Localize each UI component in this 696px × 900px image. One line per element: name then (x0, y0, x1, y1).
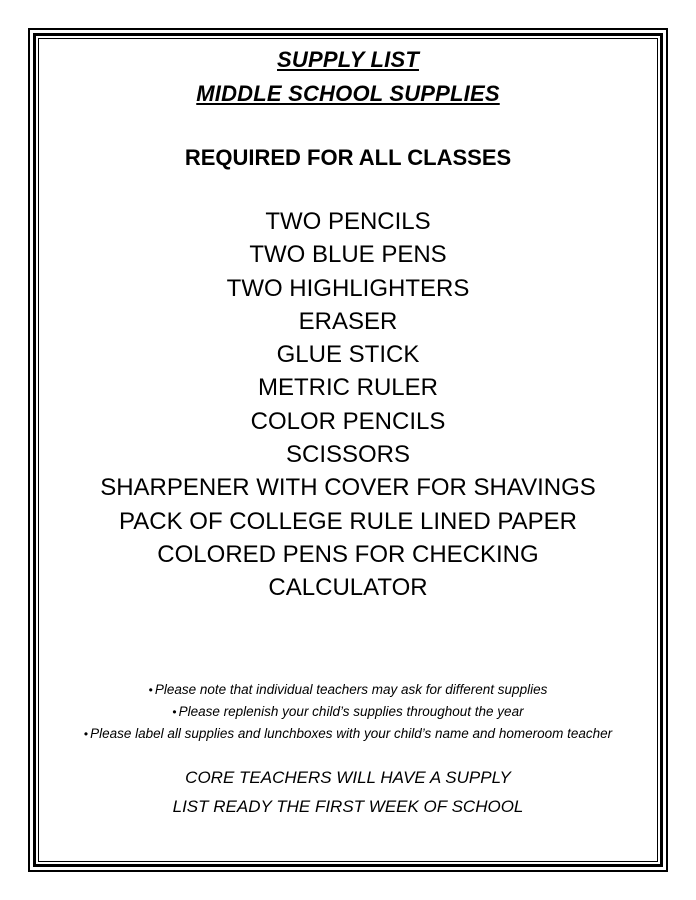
supply-item: SHARPENER WITH COVER FOR SHAVINGS (100, 474, 596, 502)
note-text: Please label all supplies and lunchboxes with your child’s name and homeroom teacher (90, 725, 613, 741)
notes-list (40, 679, 656, 745)
closing-line: CORE TEACHERS WILL HAVE A SUPPLY (185, 767, 511, 787)
supply-item: CALCULATOR (268, 574, 428, 602)
note-text: Please note that individual teachers may ask for different supplies (154, 681, 548, 697)
document-content (40, 40, 656, 821)
page-title: SUPPLY LIST (277, 47, 419, 72)
section-heading: REQUIRED FOR ALL CLASSES (184, 145, 512, 170)
closing-line: LIST READY THE FIRST WEEK OF SCHOOL (172, 796, 524, 816)
bullet-icon: • (148, 682, 153, 697)
closing-note (40, 763, 656, 821)
supply-item: ERASER (298, 307, 398, 335)
bullet-icon: • (83, 726, 89, 741)
supply-item: COLOR PENCILS (250, 407, 446, 435)
page-subtitle: MIDDLE SCHOOL SUPPLIES (196, 81, 500, 106)
note-item (40, 679, 656, 701)
bullet-icon: • (172, 704, 177, 719)
supply-item: TWO HIGHLIGHTERS (226, 274, 470, 302)
supply-item: COLORED PENS FOR CHECKING (157, 540, 539, 568)
supply-item: GLUE STICK (276, 341, 420, 369)
supply-list (40, 205, 656, 605)
supply-item: PACK OF COLLEGE RULE LINED PAPER (119, 507, 577, 535)
note-item (40, 701, 656, 723)
supply-item: METRIC RULER (257, 374, 438, 402)
supply-item: TWO BLUE PENS (249, 241, 447, 269)
note-text: Please replenish your child’s supplies throughout the year (178, 703, 524, 719)
supply-item: TWO PENCILS (265, 208, 431, 235)
note-item (40, 723, 656, 745)
supply-item: SCISSORS (285, 441, 411, 469)
